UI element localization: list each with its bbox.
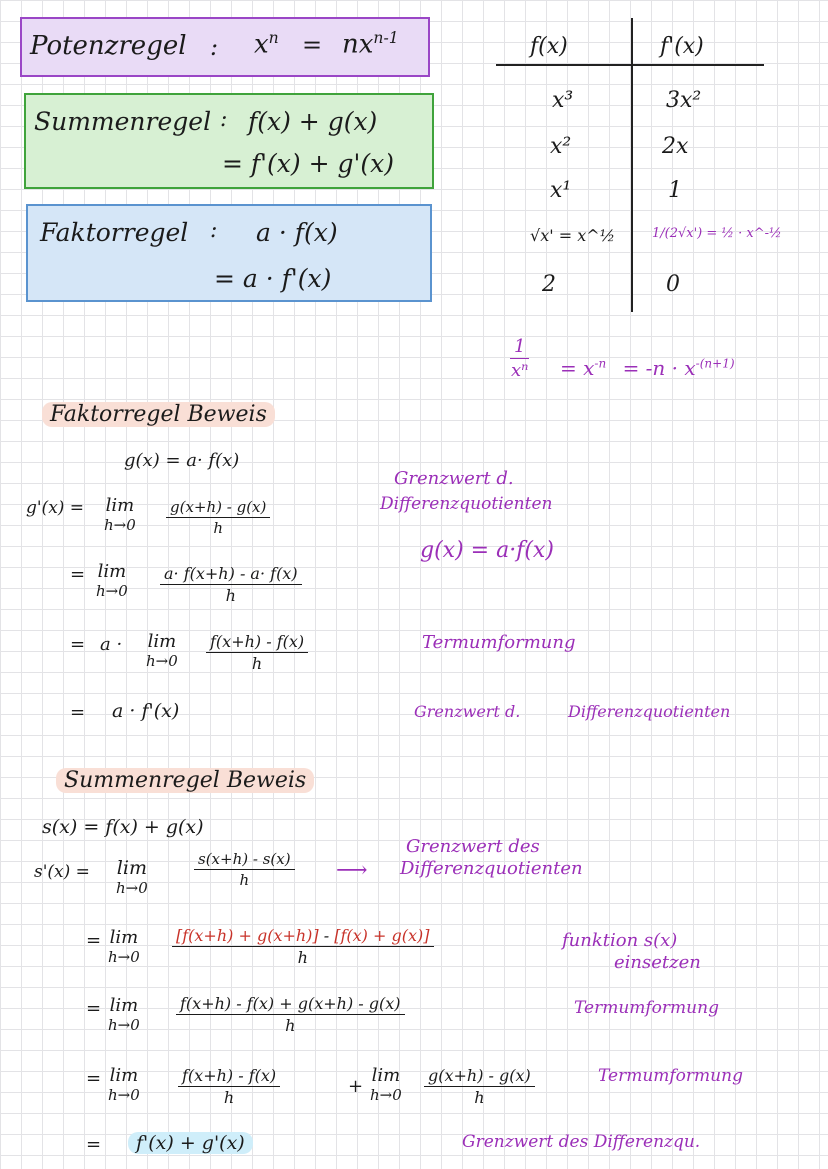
table-f-3: √x' = x^½ (530, 226, 616, 245)
faktor-frac-1: $\frac{g(x+h) - g(x)}{h}$ (166, 498, 270, 537)
summen-note-4: Termumformung (598, 1066, 743, 1086)
faktor-lim-1: lim h→0 (104, 495, 136, 534)
faktor-def: g(x) = a· f(x) (124, 450, 240, 471)
note-fraction: $\frac{1}{\text{xⁿ}}$ (511, 336, 529, 381)
summen-eq-4: = (86, 1068, 102, 1089)
summen-note-2b: einsetzen (614, 952, 701, 973)
faktor-note-1c: g(x) = a·f(x) (420, 538, 554, 563)
potenzregel-label: Potenzregel (30, 31, 187, 61)
summen-frac-4b: $\frac{g(x+h) - g(x)}{h}$ (424, 1066, 535, 1107)
faktorregel-colon: : (210, 218, 218, 243)
summen-lim-3: lim h→0 (108, 995, 140, 1034)
faktor-lhs: g'(x) = (26, 498, 85, 518)
summen-arrow: ⟶ (336, 858, 368, 883)
summen-eq-3: = (86, 998, 102, 1019)
summen-note-2a: funktion s(x) (562, 930, 678, 951)
summen-plus: + (348, 1076, 364, 1097)
table-vline (631, 18, 633, 312)
table-df-4: 0 (666, 272, 680, 297)
potenzregel-colon: : (210, 33, 219, 61)
faktorregel-box (26, 204, 432, 302)
potenzregel-eq: = (302, 31, 323, 59)
summenregel-box (24, 93, 434, 189)
potenzregel-lhs: $x^n$ (254, 29, 279, 60)
summen-bracket-a: [f(x+h) + g(x+h)] (176, 926, 319, 945)
note-rest: = $x^{-n} = -n \cdot x^{-(n+1)}$ (560, 356, 735, 380)
summen-note-3: Termumformung (574, 998, 719, 1018)
summen-lhs: s'(x) = (34, 862, 90, 882)
table-df-1: 2x (662, 134, 689, 159)
table-df-2: 1 (668, 178, 682, 203)
table-f-4: 2 (542, 272, 556, 297)
summen-frac-2: $\frac{[f(x+h) + g(x+h)] - [f(x) + g(x)]}{h}$ (172, 926, 434, 967)
faktorregel-label: Faktorregel (40, 218, 189, 247)
summenregel-line2: = f'(x) + g'(x) (222, 149, 394, 178)
table-header-f: f(x) (530, 34, 568, 59)
faktor-a-3: a · (100, 634, 123, 655)
summenregel-line1: f(x) + g(x) (248, 107, 378, 136)
summen-lim-1: lim h→0 (116, 857, 148, 897)
summen-lim-4: lim h→0 (108, 1065, 140, 1104)
table-f-1: x² (550, 134, 572, 159)
table-df-0: 3x² (666, 88, 702, 113)
faktor-note-1a: Grenzwert d. (394, 468, 514, 489)
faktor-note-1b: Differenzquotienten (380, 494, 553, 514)
summen-note-1a: Grenzwert des (406, 836, 540, 857)
table-f-0: x³ (552, 88, 574, 113)
summen-beweis-heading: Summenregel Beweis (56, 768, 314, 793)
summen-lim-2: lim h→0 (108, 927, 140, 966)
faktor-frac-3: $\frac{f(x+h) - f(x)}{h}$ (206, 632, 308, 673)
summen-frac-1: $\frac{s(x+h) - s(x)}{h}$ (194, 850, 295, 889)
table-f-2: x¹ (550, 178, 572, 203)
faktor-beweis-heading: Faktorregel Beweis (42, 402, 275, 427)
faktorregel-line1: a · f(x) (256, 218, 338, 247)
summen-def: s(x) = f(x) + g(x) (42, 816, 204, 838)
summen-note-5: Grenzwert des Differenzqu. (462, 1132, 701, 1152)
faktor-frac-2: $\frac{a\cdot f(x+h) - a\cdot f(x)}{h}$ (160, 564, 302, 605)
summen-frac-3: $\frac{f(x+h) - f(x) + g(x+h) - g(x)}{h}$ (176, 994, 405, 1035)
faktor-eq-2: = (70, 564, 86, 585)
summen-eq-5: = (86, 1134, 102, 1155)
summen-frac-4a: $\frac{f(x+h) - f(x)}{h}$ (178, 1066, 280, 1107)
table-hline (496, 64, 764, 66)
summen-eq-2: = (86, 930, 102, 951)
faktor-line-4: a · f'(x) (112, 700, 180, 722)
summenregel-colon: : (220, 107, 228, 132)
potenzregel-box (20, 17, 430, 77)
faktor-note-4b: Differenzquotienten (568, 702, 731, 721)
faktor-note-4a: Grenzwert d. (414, 702, 521, 721)
faktor-note-3: Termumformung (422, 632, 576, 653)
potenzregel-rhs: $nx^{n-1}$ (342, 29, 399, 60)
summen-bracket-b: [f(x) + g(x)] (334, 926, 430, 945)
table-df-3: 1/(2√x') = ½ · x^-½ (652, 226, 782, 241)
summen-lim-5: lim h→0 (370, 1065, 402, 1104)
summen-note-1b: Differenzquotienten (400, 858, 583, 879)
faktor-eq-3: = (70, 634, 86, 655)
faktor-eq-4: = (70, 702, 86, 723)
faktorregel-line2: = a · f'(x) (214, 264, 332, 293)
table-header-df: f'(x) (660, 34, 704, 59)
summen-line-5: f'(x) + g'(x) (128, 1132, 253, 1154)
faktor-lim-3: lim h→0 (146, 631, 178, 670)
faktor-lim-2: lim h→0 (96, 561, 128, 600)
summenregel-label: Summenregel (34, 107, 212, 136)
